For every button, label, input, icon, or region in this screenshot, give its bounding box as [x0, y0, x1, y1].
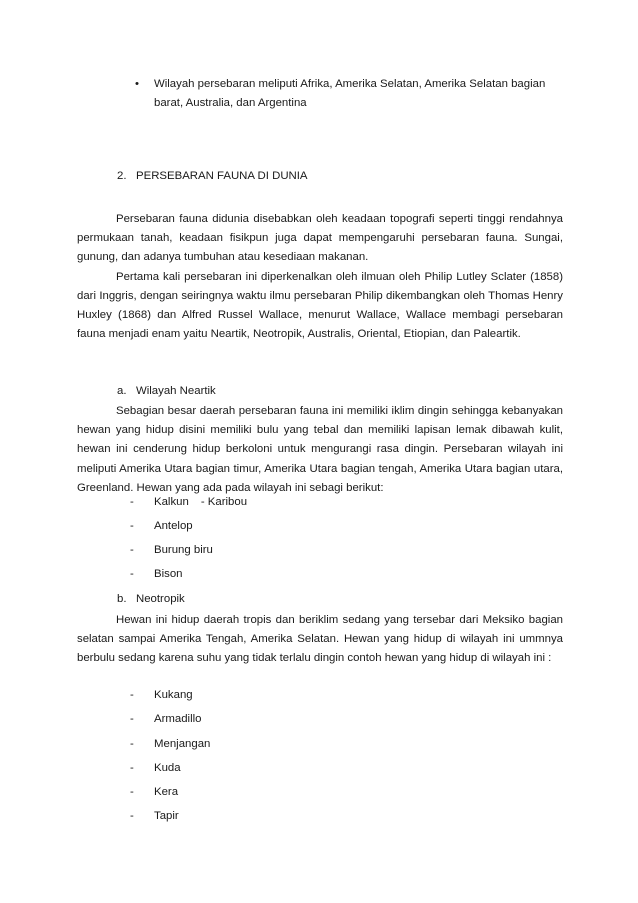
list-item — [130, 761, 181, 775]
neotropik-paragraph: Hewan ini hidup daerah tropis dan beriklim sedang yang tersebar dari Meksiko bagian selatan sampai Amerika Tengah, Amerika Selatan. Hewan yang hidup di wilayah ini ummnya berbulu sedang karena suhu yang tidak terlalu dingin contoh hewan yang hidup di wilayah ini : — [77, 614, 563, 665]
list-item — [130, 785, 178, 799]
section-number: 2. — [117, 170, 127, 182]
list-dash: - — [130, 786, 134, 798]
list-item — [130, 495, 247, 509]
neartik-paragraph-block — [77, 402, 563, 498]
list-item-text: Kuda — [154, 762, 181, 774]
list-dash: - — [130, 544, 134, 556]
neotropik-paragraph-block — [77, 611, 563, 669]
list-item-extra: - Karibou — [200, 496, 248, 508]
section2-paragraphs — [77, 210, 563, 344]
list-item-text: Antelop — [154, 520, 193, 532]
list-dash: - — [130, 810, 134, 822]
list-item-text: Kera — [154, 786, 179, 798]
list-item-text: Menjangan — [154, 738, 211, 750]
list-item-text: Kalkun — [154, 496, 189, 508]
list-dash: - — [130, 568, 134, 580]
list-dash: - — [130, 689, 134, 701]
subsection-b-heading: Neotropik — [136, 593, 185, 605]
list-item — [130, 567, 183, 581]
list-item — [130, 543, 213, 557]
list-dash: - — [130, 496, 134, 508]
list-dash: - — [130, 520, 134, 532]
bullet-symbol: • — [135, 78, 139, 90]
list-dash: - — [130, 713, 134, 725]
list-item-text: Burung biru — [154, 544, 213, 556]
list-item — [130, 712, 201, 726]
section2-paragraph-2: Pertama kali persebaran ini diperkenalkan oleh ilmuan oleh Philip Lutley Sclater (1858) dari Inggris, dengan seiringnya waktu ilmu persebaran Philip dikembangkan oleh Thomas Henry Huxley (1868) dan Alfred Russel Wallace, menurut Wallace, Wallace membagi persebaran fauna menjadi enam yaitu Neartik, Neotropik, Australis, Oriental, Etiopian, dan Paleartik. — [77, 270, 563, 341]
list-dash: - — [130, 762, 134, 774]
list-item — [130, 688, 193, 702]
list-item — [130, 519, 193, 533]
bullet-text-line2: barat, Australia, dan Argentina — [154, 97, 307, 109]
list-item — [130, 809, 179, 823]
neartik-paragraph: Sebagian besar daerah persebaran fauna ini memiliki iklim dingin sehingga kebanyakan hewan yang hidup disini memiliki bulu yang tebal dan memiliki lapisan lemak dibawah kulit, hewan ini cenderung hidup berkoloni untuk mengurangi rasa dingin. Persebaran wilayah ini meliputi Amerika Utara bagian timur, Amerika Utara bagian tengah, Amerika Utara bagian utara, Greenland. Hewan yang ada pada wilayah ini sebagi berikut: — [77, 405, 563, 494]
subsection-a-heading: Wilayah Neartik — [136, 385, 216, 397]
list-item — [130, 737, 210, 751]
section-heading: PERSEBARAN FAUNA DI DUNIA — [136, 170, 308, 182]
list-item-text: Kukang — [154, 689, 193, 701]
subsection-a-letter: a. — [117, 385, 127, 397]
list-item-text: Tapir — [154, 810, 179, 822]
bullet-text-line1: Wilayah persebaran meliputi Afrika, Amerika Selatan, Amerika Selatan bagian — [154, 78, 546, 90]
list-item-text: Armadillo — [154, 713, 202, 725]
section2-paragraph-1: Persebaran fauna didunia disebabkan oleh keadaan topografi seperti tinggi rendahnya permukaan tanah, keadaan fisikpun juga dapat mempengaruhi persebaran fauna. Sungai, gunung, dan adanya tumbuhan atau kesediaan makanan. — [77, 213, 563, 264]
list-dash: - — [130, 738, 134, 750]
list-item-text: Bison — [154, 568, 183, 580]
subsection-b-letter: b. — [117, 593, 127, 605]
